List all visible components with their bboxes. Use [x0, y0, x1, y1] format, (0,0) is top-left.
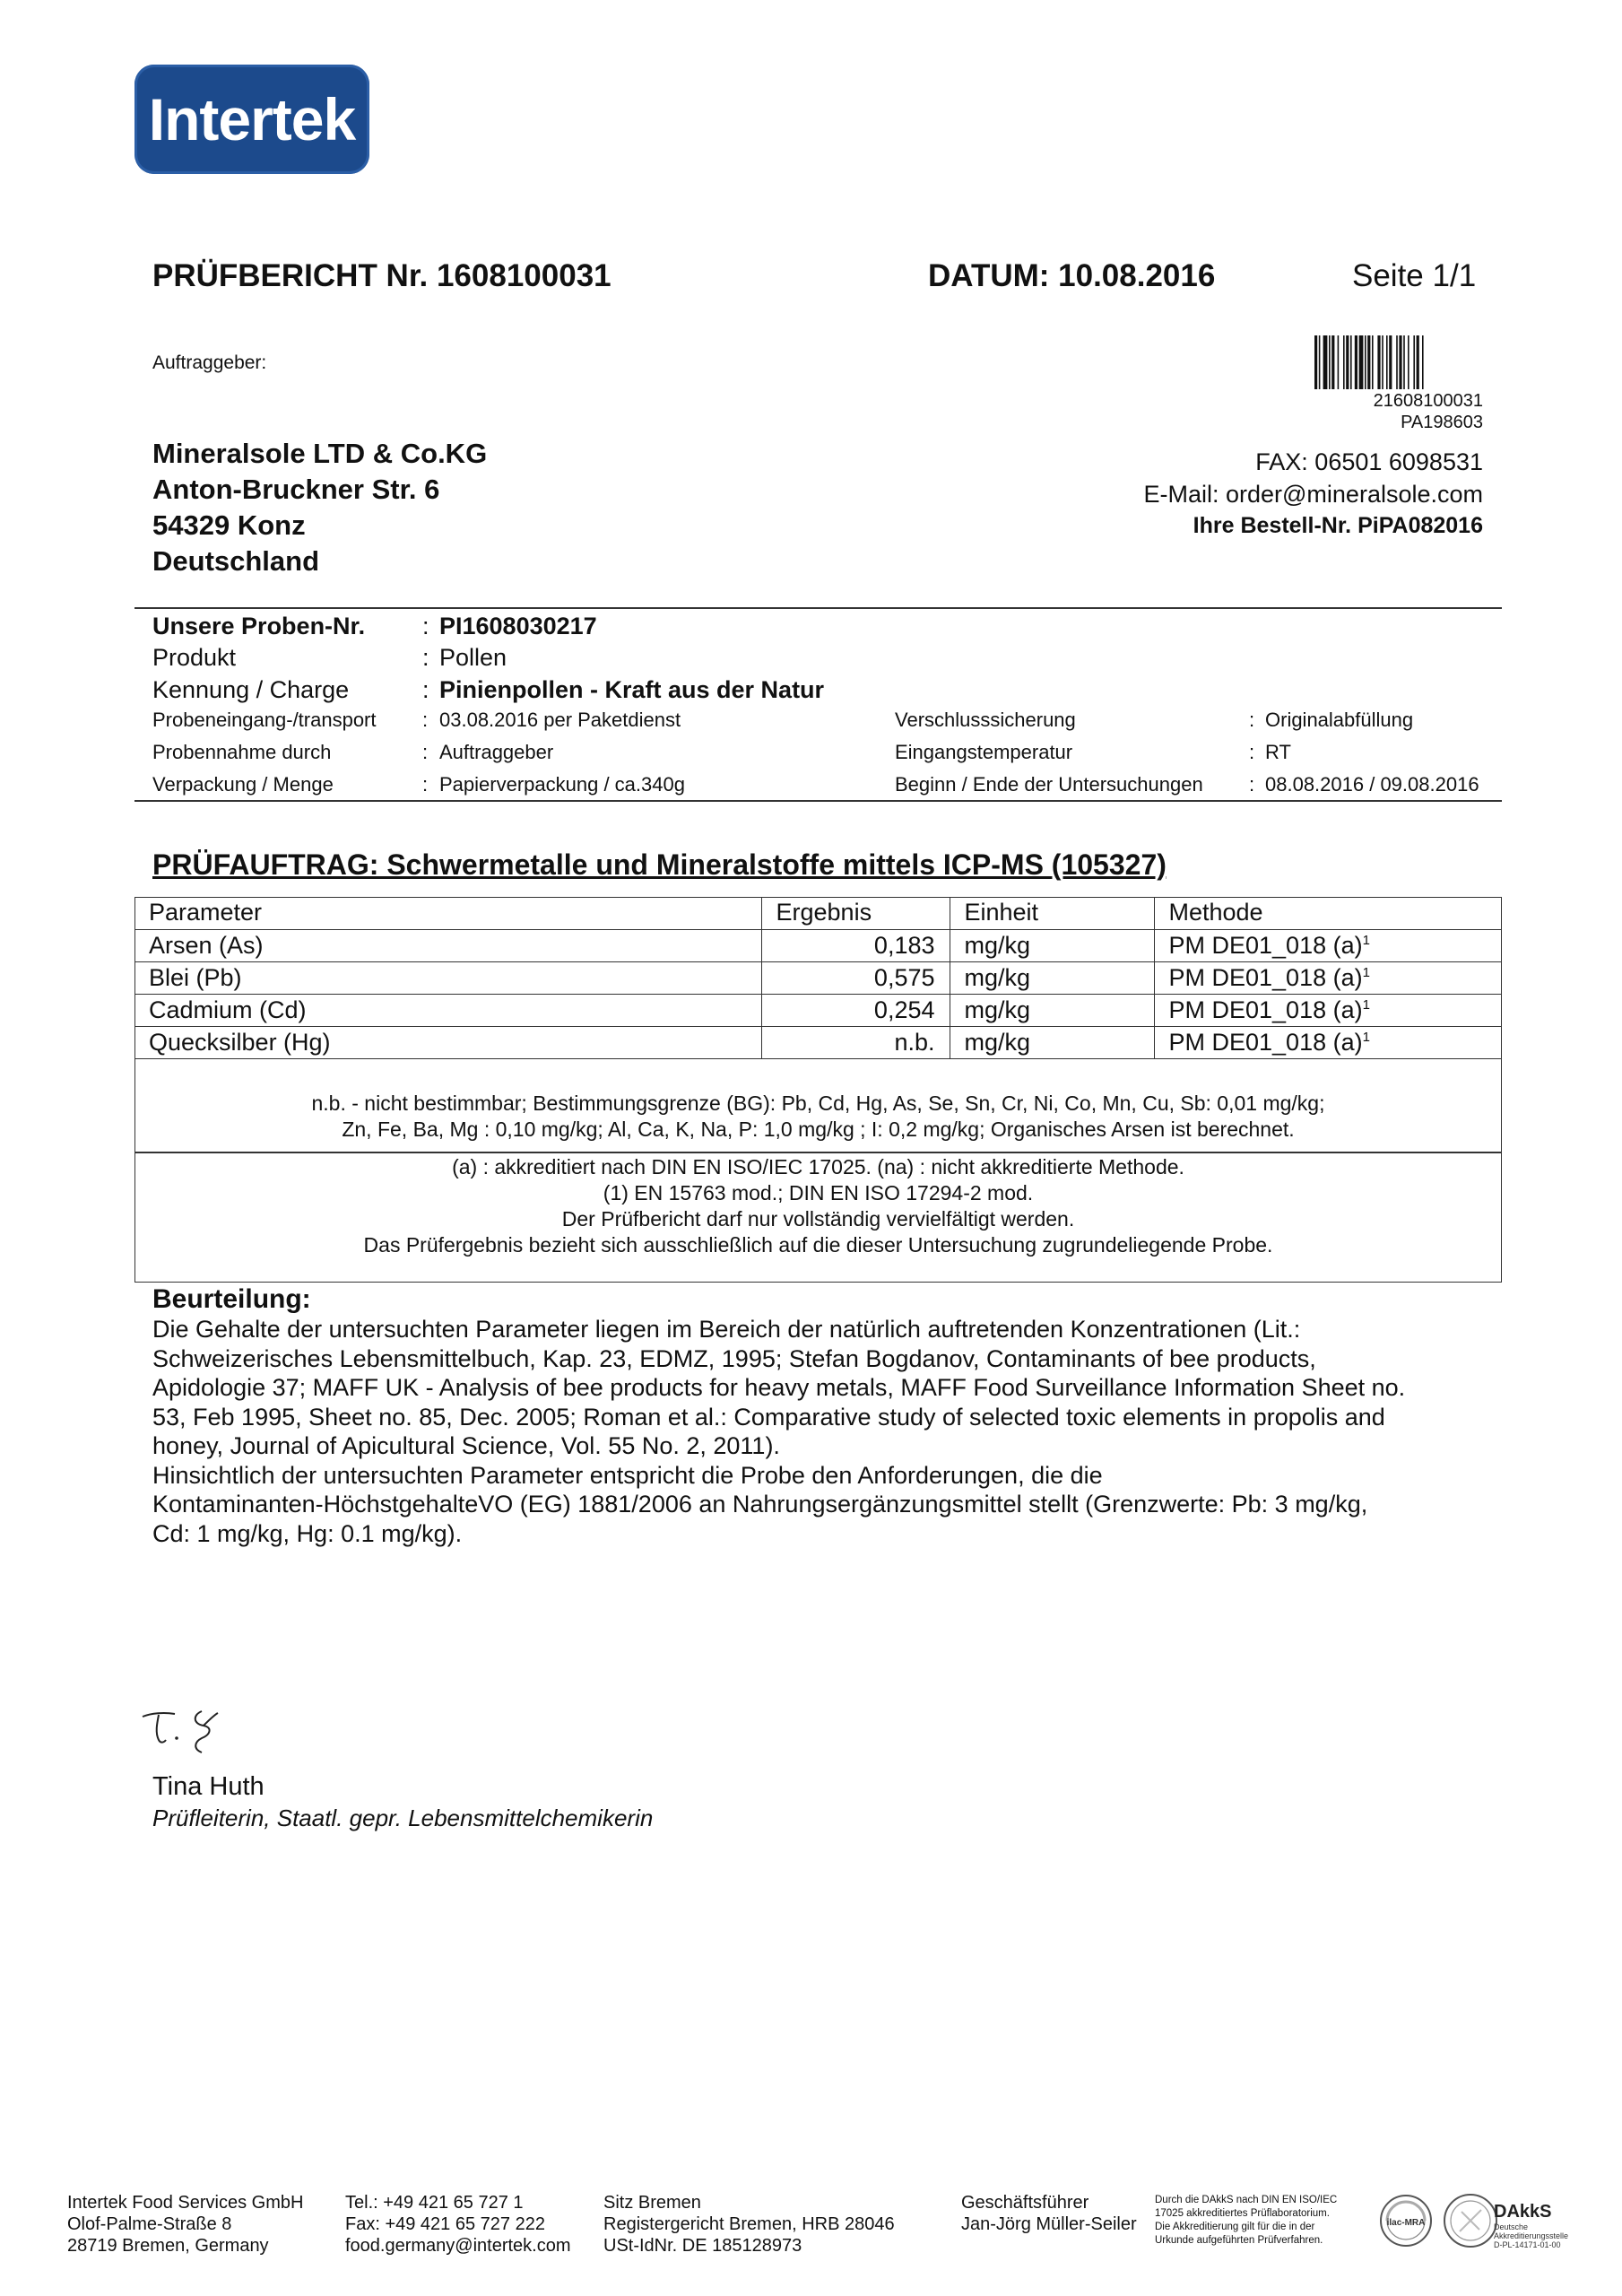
footer-accreditation: [1155, 2194, 1366, 2248]
signer-name: Tina Huth: [152, 1772, 265, 1801]
method-cell: [1154, 929, 1502, 961]
receipt-label: Probeneingang-/transport: [152, 709, 377, 731]
colon: :: [422, 644, 429, 671]
report-date: DATUM: 10.08.2016: [928, 258, 1216, 293]
method-cell: [1154, 961, 1502, 994]
assessment-line: Apidologie 37; MAFF UK - Analysis of bee products for heavy metals, MAFF Food Surveillance Information Sheet no.: [152, 1374, 1406, 1401]
client-city: 54329 Konz: [152, 509, 306, 541]
ilac-mra-seal-icon: [1379, 2194, 1433, 2248]
table-row: [134, 994, 1502, 1026]
ilac-seal-text: ilac-MRA: [1386, 2218, 1426, 2228]
method-cell: [1154, 994, 1502, 1026]
footer-register: [603, 2192, 895, 2257]
page-number: Seite 1/1: [1352, 258, 1477, 293]
unit-cell: mg/kg: [950, 994, 1154, 1026]
header-method: Methode: [1154, 897, 1502, 929]
legal-note: [134, 1154, 1502, 1258]
footer-line: USt-IdNr. DE 185128973: [603, 2236, 802, 2256]
note-line: n.b. - nicht bestimmbar; Bestimmungsgrenze (BG): Pb, Cd, Hg, As, Se, Sn, Cr, Ni, Co, Mn, Cu, Sb: 0,01 mg/kg;: [311, 1091, 1325, 1115]
colon: :: [422, 613, 429, 639]
sample-number-label: Unsere Proben-Nr.: [152, 613, 366, 639]
method-text: PM DE01_018 (a): [1168, 963, 1363, 991]
signer-role: Prüfleiterin, Staatl. gepr. Lebensmittelchemikerin: [152, 1805, 654, 1831]
assessment-title: Beurteilung:: [152, 1284, 311, 1314]
batch-label: Kennung / Charge: [152, 676, 350, 703]
note-line: Zn, Fe, Ba, Mg : 0,10 mg/kg; Al, Ca, K, Na, P: 1,0 mg/kg ; I: 0,2 mg/kg; Organisches Arsen ist berechnet.: [342, 1118, 1295, 1141]
table-row: [134, 961, 1502, 994]
sampling-label: Probennahme durch: [152, 741, 332, 763]
dakks-seal-line: Akkreditierungsstelle: [1494, 2231, 1569, 2240]
sample-number-value: PI1608030217: [439, 613, 597, 639]
assignment-title: PRÜFAUFTRAG: Schwermetalle und Mineralstoffe mittels ICP-MS (105327): [152, 848, 1167, 881]
barcode-image: [1314, 335, 1483, 389]
seal-label: Verschlusssicherung: [895, 709, 1076, 731]
test-period-label: Beginn / Ende der Untersuchungen: [895, 773, 1203, 796]
parameter-cell: Quecksilber (Hg): [134, 1026, 761, 1058]
parameter-cell: Arsen (As): [134, 929, 761, 961]
note-line: Das Prüfergebnis bezieht sich ausschließlich auf die dieser Untersuchung zugrundeliegende Probe.: [363, 1233, 1273, 1257]
colon: :: [1249, 741, 1255, 763]
dakks-seal-title: DAkkS: [1494, 2202, 1552, 2222]
note-line: (1) EN 15763 mod.; DIN EN ISO 17294-2 mod.: [603, 1181, 1034, 1205]
results-table: [134, 897, 1502, 1059]
method-text: PM DE01_018 (a): [1168, 996, 1363, 1023]
client-label: Auftraggeber:: [152, 352, 267, 373]
unit-cell: mg/kg: [950, 961, 1154, 994]
parameter-cell: Blei (Pb): [134, 961, 761, 994]
assessment-line: honey, Journal of Apicultural Science, Vol. 55 No. 2, 2011).: [152, 1432, 780, 1459]
method-cell: [1154, 1026, 1502, 1058]
footer-company: [67, 2192, 303, 2257]
footer-contact: [345, 2192, 571, 2257]
unit-cell: mg/kg: [950, 929, 1154, 961]
assessment-line: Die Gehalte der untersuchten Parameter liegen im Bereich der natürlich auftretenden Konzentrationen (Lit.:: [152, 1316, 1301, 1343]
client-street: Anton-Bruckner Str. 6: [152, 474, 440, 505]
temperature-value: RT: [1265, 741, 1291, 763]
footer-line: Intertek Food Services GmbH: [67, 2193, 304, 2213]
table-row: [134, 1026, 1502, 1058]
detection-limit-note: [134, 1091, 1502, 1143]
batch-value: Pinienpollen - Kraft aus der Natur: [439, 676, 825, 703]
footer-line: food.germany@intertek.com: [345, 2236, 571, 2256]
sampling-value: Auftraggeber: [439, 741, 554, 763]
result-cell: 0,183: [761, 929, 950, 961]
dakks-seal-line: D-PL-14171-01-00: [1494, 2240, 1561, 2249]
colon: :: [422, 709, 429, 731]
method-footnote: 1: [1362, 996, 1370, 1013]
divider: [134, 800, 1502, 802]
footer-line: Registergericht Bremen, HRB 28046: [603, 2214, 895, 2234]
unit-cell: mg/kg: [950, 1026, 1154, 1058]
result-cell: 0,254: [761, 994, 950, 1026]
footer-line: Durch die DAkkS nach DIN EN ISO/IEC: [1155, 2195, 1338, 2205]
footer-line: Geschäftsführer: [961, 2193, 1089, 2213]
colon: :: [422, 741, 429, 763]
table-header-row: [134, 897, 1502, 929]
client-email: E-Mail: order@mineralsole.com: [1143, 481, 1483, 508]
result-cell: 0,575: [761, 961, 950, 994]
footer-line: 17025 akkreditiertes Prüflaboratorium.: [1155, 2208, 1330, 2219]
method-text: PM DE01_018 (a): [1168, 1028, 1363, 1056]
client-fax: FAX: 06501 6098531: [1255, 448, 1483, 475]
colon: :: [1249, 709, 1255, 731]
footer-line: Urkunde aufgeführten Prüfverfahren.: [1155, 2235, 1323, 2246]
parameter-cell: Cadmium (Cd): [134, 994, 761, 1026]
footer-management: [961, 2192, 1137, 2235]
barcode-reference: PA198603: [1401, 413, 1483, 432]
footer-line: Olof-Palme-Straße 8: [67, 2214, 232, 2234]
assessment-line: Kontaminanten-HöchstgehalteVO (EG) 1881/2006 an Nahrungsergänzungsmittel stellt (Grenzwerte: Pb: 3 mg/kg,: [152, 1491, 1368, 1518]
temperature-label: Eingangstemperatur: [895, 741, 1073, 763]
note-line: Der Prüfbericht darf nur vollständig vervielfältigt werden.: [561, 1207, 1075, 1231]
assessment-line: Cd: 1 mg/kg, Hg: 0.1 mg/kg).: [152, 1519, 463, 1547]
method-footnote: 1: [1362, 964, 1370, 980]
seal-value: Originalabfüllung: [1265, 709, 1414, 731]
receipt-value: 03.08.2016 per Paketdienst: [439, 709, 681, 731]
divider: [134, 1152, 1502, 1153]
colon: :: [422, 676, 429, 703]
footer-line: Sitz Bremen: [603, 2193, 701, 2213]
product-value: Pollen: [439, 644, 507, 671]
handwritten-signature: [139, 1704, 238, 1758]
header-unit: Einheit: [950, 897, 1154, 929]
client-order-number: Ihre Bestell-Nr. PiPA082016: [1193, 513, 1483, 538]
footer-line: 28719 Bremen, Germany: [67, 2236, 269, 2256]
method-footnote: 1: [1362, 1029, 1370, 1045]
packaging-value: Papierverpackung / ca.340g: [439, 773, 685, 796]
intertek-logo: Intertek: [134, 65, 369, 174]
assessment-line: Hinsichtlich der untersuchten Parameter entspricht die Probe den Anforderungen, die die: [152, 1461, 1103, 1489]
client-company: Mineralsole LTD & Co.KG: [152, 438, 488, 469]
divider: [134, 607, 1502, 609]
table-row: [134, 929, 1502, 961]
dakks-seal-icon: [1442, 2192, 1594, 2253]
dakks-seal-line: Deutsche: [1494, 2222, 1529, 2231]
header-result: Ergebnis: [761, 897, 950, 929]
product-label: Produkt: [152, 644, 237, 671]
footer-line: Fax: +49 421 65 727 222: [345, 2214, 545, 2234]
note-line: (a) : akkreditiert nach DIN EN ISO/IEC 17025. (na) : nicht akkreditierte Methode.: [452, 1155, 1184, 1178]
barcode-number: 21608100031: [1373, 391, 1483, 411]
footer-line: Tel.: +49 421 65 727 1: [345, 2193, 524, 2213]
test-period-value: 08.08.2016 / 09.08.2016: [1265, 773, 1479, 796]
method-footnote: 1: [1362, 932, 1370, 948]
colon: :: [422, 773, 429, 796]
assessment-text: [152, 1315, 1470, 1548]
method-text: PM DE01_018 (a): [1168, 931, 1363, 959]
header-parameter: Parameter: [134, 897, 761, 929]
footer-line: Die Akkreditierung gilt für die in der: [1155, 2222, 1315, 2232]
colon: :: [1249, 773, 1255, 796]
client-country: Deutschland: [152, 545, 320, 577]
assessment-line: Schweizerisches Lebensmittelbuch, Kap. 23, EDMZ, 1995; Stefan Bogdanov, Contaminants of bee products,: [152, 1344, 1316, 1372]
assessment-line: 53, Feb 1995, Sheet no. 85, Dec. 2005; Roman et al.: Comparative study of selected toxic elements in propolis and: [152, 1403, 1385, 1431]
footer-line: Jan-Jörg Müller-Seiler: [961, 2214, 1137, 2234]
report-title: PRÜFBERICHT Nr. 1608100031: [152, 258, 612, 293]
result-cell: n.b.: [761, 1026, 950, 1058]
packaging-label: Verpackung / Menge: [152, 773, 334, 796]
